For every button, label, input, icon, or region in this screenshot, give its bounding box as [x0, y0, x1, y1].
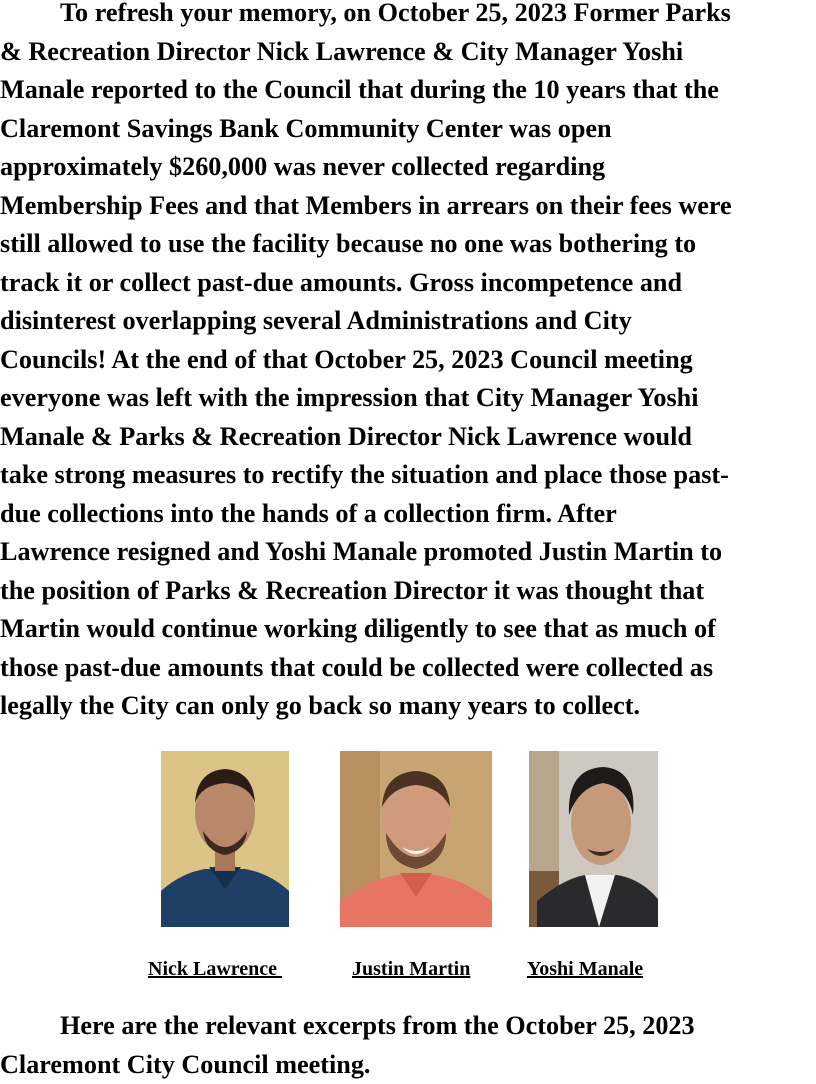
text-line: everyone was left with the impression that City Manager Yoshi	[0, 379, 816, 418]
text-line: Claremont Savings Bank Community Center was open	[0, 110, 816, 149]
text-line: disinterest overlapping several Administrations and City	[0, 302, 816, 341]
text-line: the position of Parks & Recreation Director it was thought that	[0, 572, 816, 611]
text-line: those past-due amounts that could be collected were collected as	[0, 649, 816, 688]
text-line: Membership Fees and that Members in arrears on their fees were	[0, 187, 816, 226]
text-line: Manale & Parks & Recreation Director Nick Lawrence would	[0, 418, 816, 457]
text-line: Manale reported to the Council that during the 10 years that the	[0, 71, 816, 110]
body-paragraph-excerpts	[0, 1007, 816, 1084]
text-line: & Recreation Director Nick Lawrence & City Manager Yoshi	[0, 33, 816, 72]
text-line: legally the City can only go back so many years to collect.	[0, 687, 816, 726]
caption-nick-lawrence: Nick Lawrence	[148, 956, 282, 982]
portrait-photo-yoshi-manale	[529, 751, 658, 927]
caption-justin-martin: Justin Martin	[352, 956, 470, 982]
text-line: Councils! At the end of that October 25, 2023 Council meeting	[0, 341, 816, 380]
text-line: still allowed to use the facility because no one was bothering to	[0, 225, 816, 264]
portrait-photo-justin-martin	[340, 751, 492, 927]
text-line: Martin would continue working diligently to see that as much of	[0, 610, 816, 649]
text-line: Lawrence resigned and Yoshi Manale promoted Justin Martin to	[0, 533, 816, 572]
text-line: Claremont City Council meeting.	[0, 1046, 816, 1084]
text-line: take strong measures to rectify the situation and place those past-	[0, 456, 816, 495]
portrait-photo-nick-lawrence	[161, 751, 289, 927]
text-line: Here are the relevant excerpts from the October 25, 2023	[0, 1007, 816, 1046]
text-line: track it or collect past-due amounts. Gross incompetence and	[0, 264, 816, 303]
text-line: due collections into the hands of a collection firm. After	[0, 495, 816, 534]
caption-yoshi-manale: Yoshi Manale	[527, 956, 643, 982]
text-line: To refresh your memory, on October 25, 2023 Former Parks	[0, 0, 816, 33]
text-line: approximately $260,000 was never collected regarding	[0, 148, 816, 187]
